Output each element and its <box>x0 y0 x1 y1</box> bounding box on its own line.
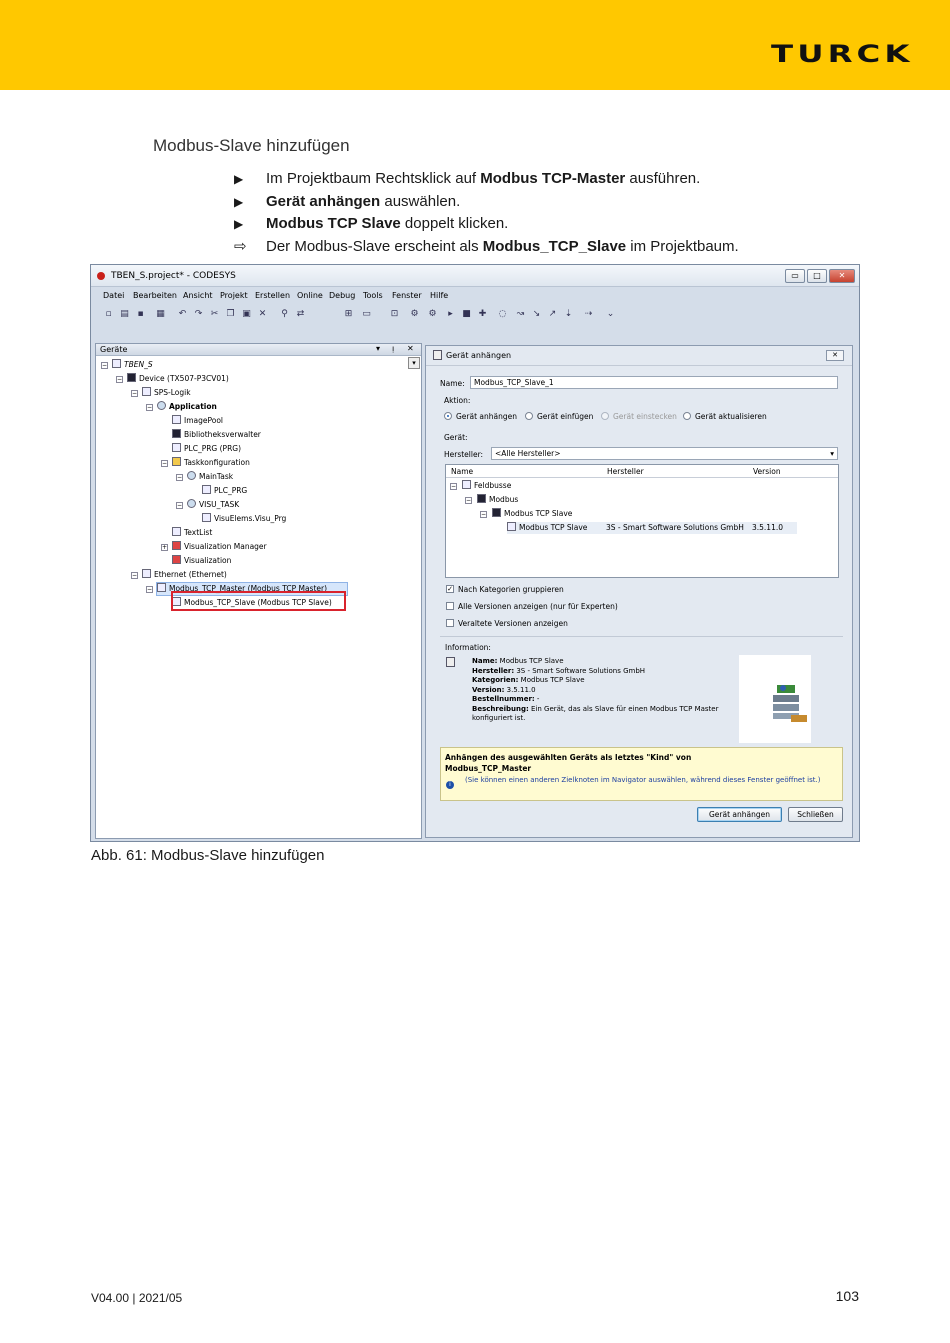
info-row: Hersteller: 3S - Smart Software Solutions GmbH <box>472 666 646 675</box>
undo-icon[interactable]: ↶ <box>178 309 187 319</box>
list-item-fieldbus[interactable]: Feldbusse <box>462 480 511 492</box>
step-out-icon[interactable]: ↗ <box>548 309 557 319</box>
visu-manager-icon <box>172 541 181 550</box>
outdated-versions-label: Veraltete Versionen anzeigen <box>458 619 568 628</box>
menu-bar <box>91 289 859 303</box>
logout-icon[interactable]: ⚙ <box>428 309 437 319</box>
section-title: Modbus-Slave hinzufügen <box>153 136 350 155</box>
info-device-icon <box>446 657 455 667</box>
delete-icon[interactable]: ✕ <box>258 309 267 319</box>
name-label: Name: <box>440 379 465 388</box>
modbus-slave-icon <box>507 522 516 531</box>
page-number: 103 <box>835 1288 859 1304</box>
library-icon <box>172 429 181 438</box>
close-dialog-button[interactable]: Schließen <box>788 807 843 822</box>
attach-device-button[interactable]: Gerät anhängen <box>697 807 782 822</box>
step-into-icon[interactable]: ↘ <box>532 309 541 319</box>
figure-caption: Abb. 61: Modbus-Slave hinzufügen <box>91 847 325 864</box>
list-item-modbus-slave-category[interactable]: Modbus TCP Slave <box>492 508 572 520</box>
application-icon <box>157 401 166 410</box>
collapse-icon[interactable]: − <box>481 511 487 518</box>
all-versions-checkbox[interactable] <box>446 602 454 610</box>
tree-node-modbus-master[interactable]: Modbus_TCP_Master (Modbus TCP Master) <box>157 583 347 595</box>
expand-icon[interactable]: + <box>162 544 168 551</box>
menu-ansicht[interactable]: Ansicht <box>183 291 213 300</box>
menu-datei[interactable]: Datei <box>103 291 125 300</box>
arrow-icon: ▶ <box>234 194 244 209</box>
plc-logic-icon <box>142 387 151 396</box>
dialog-device-icon <box>433 350 442 360</box>
hint-note: (Sie können einen anderen Zielknoten im Navigator auswählen, während dieses Fenster geöffnet ist.) <box>465 776 821 784</box>
tree-node-device[interactable]: Device (TX507-P3CV01) <box>127 373 229 385</box>
group-by-category-label: Nach Kategorien gruppieren <box>458 585 564 594</box>
collapse-icon[interactable]: − <box>466 497 472 504</box>
tree-node-modbus-slave[interactable]: Modbus_TCP_Slave (Modbus TCP Slave) <box>172 597 332 609</box>
devices-pane-header <box>96 344 421 356</box>
run-icon[interactable]: ▸ <box>448 309 453 319</box>
tree-node-library-manager[interactable]: Bibliotheksverwalter <box>172 429 261 441</box>
paste-icon[interactable]: ▣ <box>242 309 251 319</box>
column-version[interactable]: Version <box>753 467 781 476</box>
radio-attach[interactable] <box>444 412 452 420</box>
tree-scroll-button[interactable]: ▾ <box>408 357 420 369</box>
tree-node-maintask[interactable]: MainTask <box>187 471 233 483</box>
hint-target: Modbus_TCP_Master <box>445 764 532 773</box>
radio-update[interactable] <box>683 412 691 420</box>
arrow-icon: ▶ <box>234 217 244 231</box>
cut-icon[interactable]: ✂ <box>210 309 219 319</box>
info-row: Kategorien: Modbus TCP Slave <box>472 676 585 684</box>
save-icon[interactable]: ▪ <box>137 309 144 319</box>
dialog-title: Gerät anhängen <box>446 351 512 360</box>
step-text: Der Modbus-Slave erscheint als <box>266 237 483 255</box>
vendor-select[interactable]: <Alle Hersteller> ▾ <box>491 447 838 460</box>
turck-logo: TURCK <box>771 40 914 68</box>
radio-insert-label: Gerät einfügen <box>537 412 594 421</box>
ethernet-icon <box>142 569 151 578</box>
all-versions-label: Alle Versionen anzeigen (nur für Experten) <box>458 602 618 611</box>
dropdown-arrow-icon[interactable]: ▾ <box>376 344 381 353</box>
modbus-icon <box>492 508 501 517</box>
modbus-icon <box>477 494 486 503</box>
collapse-icon[interactable]: − <box>147 586 153 593</box>
menu-debug[interactable]: Debug <box>329 291 356 300</box>
minimize-button[interactable]: ▭ <box>785 269 805 283</box>
menu-erstellen[interactable]: Erstellen <box>255 291 291 300</box>
info-icon: i <box>446 781 454 789</box>
step-bold: Modbus TCP Slave <box>266 215 401 232</box>
imagepool-icon <box>172 415 181 424</box>
tree-node-plc-prg[interactable]: PLC_PRG (PRG) <box>172 443 241 455</box>
force-values-icon[interactable]: ⇢ <box>584 309 593 319</box>
step-item <box>234 213 739 236</box>
device-icon <box>127 373 136 382</box>
device-label: Gerät: <box>444 433 468 442</box>
collapse-icon[interactable]: − <box>147 404 153 411</box>
tree-node-sps-logik[interactable]: SPS-Logik <box>142 387 191 399</box>
radio-plug[interactable] <box>601 412 609 420</box>
step-text: ausführen. <box>625 170 701 187</box>
info-row: Name: Modbus TCP Slave <box>472 657 564 665</box>
radio-update-label: Gerät aktualisieren <box>695 412 767 421</box>
attach-device-dialog <box>425 345 853 838</box>
add-object-icon[interactable]: ⊞ <box>344 309 353 319</box>
divider <box>426 365 852 366</box>
menu-hilfe[interactable]: Hilfe <box>430 291 449 300</box>
tree-node-application[interactable]: Application <box>157 401 217 413</box>
column-vendor[interactable]: Hersteller <box>607 467 644 476</box>
device-list <box>445 464 839 578</box>
collapse-icon[interactable]: − <box>132 390 138 397</box>
collapse-icon[interactable]: − <box>102 362 108 369</box>
step-text: doppelt klicken. <box>400 215 509 232</box>
tree-node-project[interactable]: TBEN_S <box>112 359 153 371</box>
step-item <box>234 168 739 191</box>
tree-node-textlist[interactable]: TextList <box>172 527 212 539</box>
collapse-icon[interactable]: − <box>117 376 123 383</box>
task-icon <box>187 499 196 508</box>
tree-node-visu-task[interactable]: VISU_TASK <box>187 499 239 511</box>
task-icon <box>187 471 196 480</box>
copy-icon[interactable]: ❐ <box>226 309 235 319</box>
program-icon <box>172 443 181 452</box>
tree-node-plc-prg-call[interactable]: PLC_PRG <box>202 485 247 497</box>
radio-insert[interactable] <box>525 412 533 420</box>
codesys-screenshot <box>90 264 860 842</box>
reset-icon[interactable]: ✚ <box>478 309 487 319</box>
window-title: TBEN_S.project* - CODESYS <box>111 271 236 281</box>
toolbar-options-icon[interactable]: ⌄ <box>606 309 615 319</box>
device-list-header <box>446 465 838 478</box>
instruction-steps <box>234 168 739 258</box>
breakpoint-icon[interactable]: ◌ <box>498 309 507 319</box>
step-item <box>234 236 739 259</box>
collapse-icon[interactable]: − <box>177 474 183 481</box>
dialog-close-icon[interactable]: ✕ <box>826 350 844 361</box>
collapse-icon[interactable]: − <box>162 460 168 467</box>
build-icon[interactable]: ⊡ <box>390 309 399 319</box>
info-row: Beschreibung: Ein Gerät, das als Slave für einen Modbus TCP Master konfiguriert ist. <box>472 704 719 722</box>
info-row: Version: 3.5.11.0 <box>472 685 536 694</box>
hint-box <box>440 747 843 801</box>
tree-node-ethernet[interactable]: Ethernet (Ethernet) <box>142 569 227 581</box>
program-call-icon <box>202 485 211 494</box>
tree-node-visualization[interactable]: Visualization <box>172 555 231 567</box>
device-info <box>472 657 732 724</box>
maximize-button[interactable]: □ <box>807 269 827 283</box>
step-bold: Modbus TCP-Master <box>480 170 626 187</box>
name-input[interactable]: Modbus_TCP_Slave_1 <box>470 376 838 389</box>
textlist-icon <box>172 527 181 536</box>
fieldbus-icon <box>462 480 471 489</box>
collapse-icon[interactable]: − <box>177 502 183 509</box>
outdated-versions-checkbox[interactable] <box>446 619 454 627</box>
print-icon[interactable]: ▦ <box>156 309 165 319</box>
radio-plug-label: Gerät einstecken <box>613 412 677 421</box>
stop-icon[interactable]: ■ <box>462 309 471 319</box>
devices-pane <box>95 343 422 839</box>
radio-attach-label: Gerät anhängen <box>456 412 518 421</box>
network-device-icon <box>739 655 811 743</box>
vendor-label: Hersteller: <box>444 450 484 459</box>
new-object-icon[interactable]: ▭ <box>362 309 371 319</box>
divider <box>440 636 843 637</box>
collapse-icon[interactable]: − <box>132 572 138 579</box>
action-label: Aktion: <box>444 396 471 405</box>
hint-title: Anhängen des ausgewählten Geräts als letztes "Kind" von <box>445 753 692 762</box>
menu-fenster[interactable]: Fenster <box>392 291 422 300</box>
step-text: auswählen. <box>380 192 461 210</box>
information-label: Information: <box>445 643 491 652</box>
codesys-app-icon <box>97 272 105 280</box>
tree-node-visuelems[interactable]: VisuElems.Visu_Prg <box>202 513 286 525</box>
write-values-icon[interactable]: ⇣ <box>564 309 573 319</box>
result-arrow-icon: ⇨ <box>234 237 247 255</box>
pin-icon[interactable]: ᴉ <box>392 344 395 353</box>
task-config-icon <box>172 457 181 466</box>
new-file-icon[interactable]: ▫ <box>105 309 112 319</box>
find-icon[interactable]: ⚲ <box>281 309 288 319</box>
tree-node-task-config[interactable]: Taskkonfiguration <box>172 457 250 469</box>
program-call-icon <box>202 513 211 522</box>
step-bold: Modbus_TCP_Slave <box>482 237 627 255</box>
redo-icon[interactable]: ↷ <box>194 309 203 319</box>
highlight-frame <box>171 591 346 611</box>
visualization-icon <box>172 555 181 564</box>
collapse-icon[interactable]: − <box>451 483 457 490</box>
close-button[interactable]: ✕ <box>829 269 855 283</box>
menu-projekt[interactable]: Projekt <box>220 291 248 300</box>
step-item <box>234 191 739 214</box>
step-text: im Projektbaum. <box>626 237 739 255</box>
column-name[interactable]: Name <box>451 467 474 476</box>
step-over-icon[interactable]: ↝ <box>516 309 525 319</box>
step-bold: Gerät anhängen <box>266 192 381 210</box>
open-folder-icon[interactable]: ▤ <box>120 309 129 319</box>
toolbar <box>99 307 639 323</box>
list-item-modbus-tcp-slave[interactable]: Modbus TCP Slave 3S - Smart Software Solutions GmbH 3.5.11.0 <box>507 522 797 534</box>
tree-node-visu-manager[interactable]: Visualization Manager <box>172 541 267 553</box>
menu-tools[interactable]: Tools <box>363 291 383 300</box>
replace-icon[interactable]: ⇄ <box>296 309 305 319</box>
project-icon <box>112 359 121 368</box>
login-icon[interactable]: ⚙ <box>410 309 419 319</box>
device-image <box>739 655 811 743</box>
close-icon[interactable]: ✕ <box>407 344 414 353</box>
menu-online[interactable]: Online <box>297 291 323 300</box>
modbus-master-icon <box>157 583 166 592</box>
tree-node-imagepool[interactable]: ImagePool <box>172 415 223 427</box>
window-titlebar <box>91 265 859 287</box>
info-row: Bestellnummer: - <box>472 695 540 703</box>
chevron-down-icon: ▾ <box>830 449 834 458</box>
footer-version: V04.00 | 2021/05 <box>91 1291 183 1305</box>
arrow-icon: ▶ <box>234 172 244 186</box>
step-text: Im Projektbaum Rechtsklick auf <box>266 170 481 187</box>
group-by-category-checkbox[interactable]: ✓ <box>447 585 453 593</box>
menu-bearbeiten[interactable]: Bearbeiten <box>133 291 177 300</box>
devices-pane-title: Geräte <box>100 345 128 354</box>
list-item-modbus[interactable]: Modbus <box>477 494 518 506</box>
